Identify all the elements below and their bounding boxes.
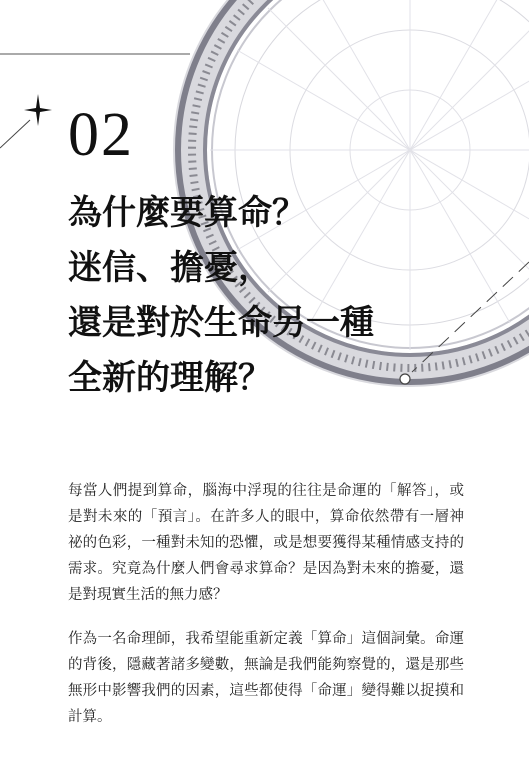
paragraph-1: 每當人們提到算命，腦海中浮現的往往是命運的「解答」，或是對未來的「預言」。在許多人的眼中，算命依然帶有一層神祕的色彩，一種對未知的恐懼，或是想要獲得某種情感支持的需求。究竟為什麼人們會尋求算命？是因為對未來的擔憂，還是對現實生活的無力感？	[68, 483, 464, 603]
title-line-2: 迷信、擔憂，	[68, 248, 272, 288]
title-line-4: 全新的理解？	[68, 358, 272, 398]
title-line-1: 為什麼要算命？	[68, 193, 306, 233]
chapter-title	[68, 186, 468, 406]
paragraph-2: 作為一名命理師，我希望能重新定義「算命」這個詞彙。命運的背後，隱藏著諸多變數，無論是我們能夠察覺的，還是那些無形中影響我們的因素，這些都使得「命運」變得難以捉摸和計算。	[68, 631, 464, 725]
title-line-3: 還是對於生命另一種	[68, 303, 374, 343]
body-text	[68, 478, 464, 748]
chapter-number: 02	[68, 101, 134, 169]
